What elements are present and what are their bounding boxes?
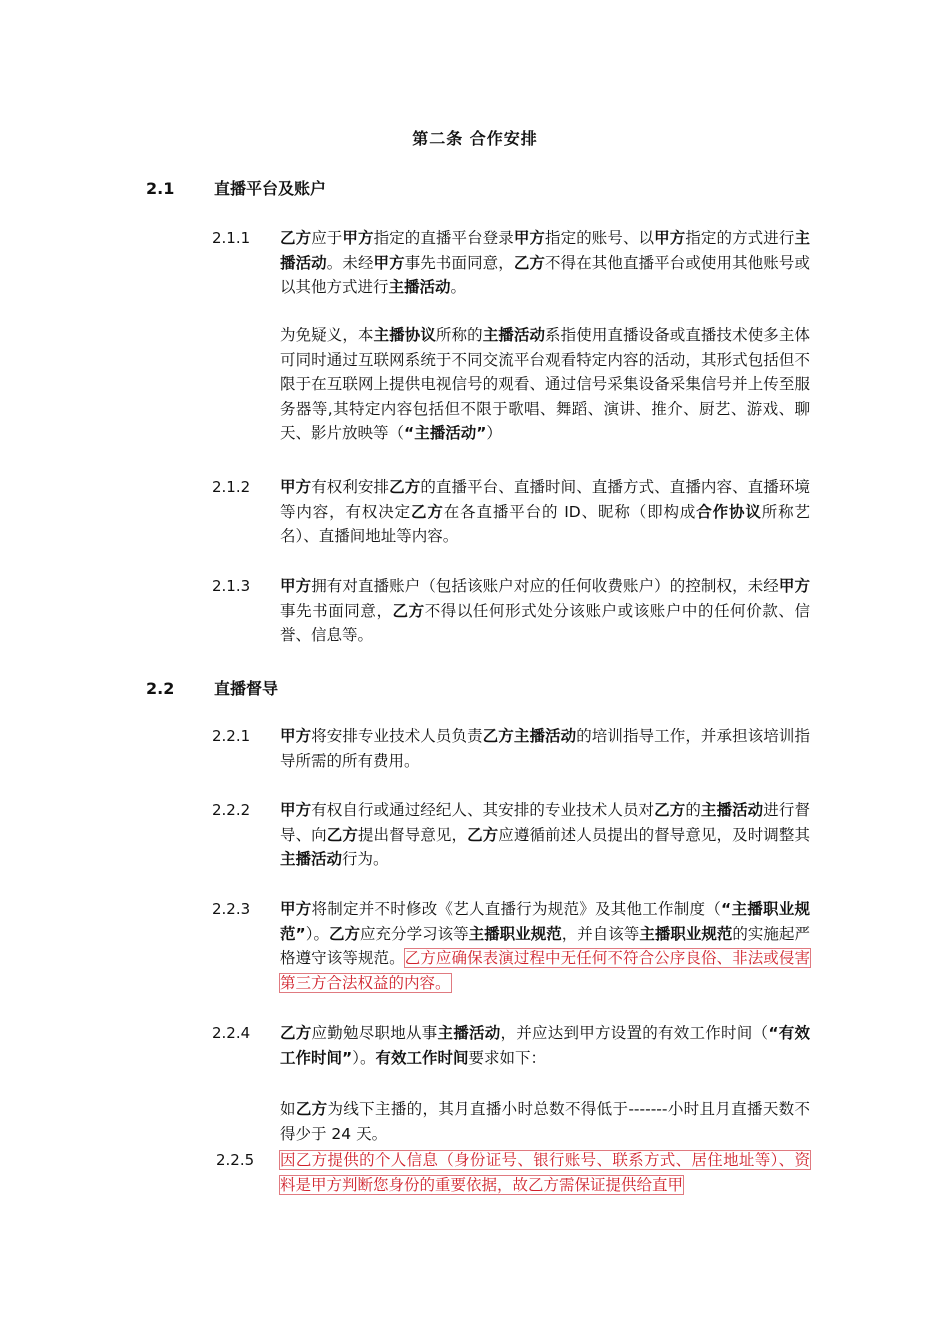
- defined-term: 主播活动: [280, 229, 810, 272]
- defined-term: 主播职业规范: [639, 924, 733, 943]
- text-run: 的: [685, 801, 701, 819]
- text-run: 有权自行或通过经纪人、其安排的专业技术人员对: [311, 801, 655, 819]
- clause-2-2-4-requirement: [280, 1097, 810, 1146]
- text-run: ，并自该等: [561, 924, 640, 943]
- defined-term: 甲方: [280, 900, 312, 918]
- text-run: 。未经: [326, 253, 374, 272]
- defined-term: 主播活动: [700, 801, 764, 819]
- section-heading-2-2: [146, 676, 278, 699]
- text-run: 应勤勉尽职地从事: [311, 1024, 438, 1042]
- text-run: 如: [280, 1100, 296, 1118]
- text-run: 事先书面同意，: [404, 253, 514, 272]
- defined-term: 有效工作时间: [375, 1048, 469, 1067]
- defined-term: 乙方主播活动: [482, 727, 577, 745]
- text-run: 为线下主播的，其月直播小时总数不得低于-------小时且月直播天数不得少于 24 天。: [280, 1100, 810, 1143]
- text-run: 指定的账号、以: [545, 229, 655, 247]
- text-run: 将制定并不时修改《艺人直播行为规范》及其他工作制度（: [311, 900, 722, 918]
- clause-2-1-3: [280, 574, 810, 648]
- section-number: 2.2: [146, 679, 175, 698]
- defined-term: 主播活动: [482, 326, 546, 344]
- section-title: 直播督导: [214, 679, 279, 698]
- text-run: ）。: [305, 924, 329, 943]
- clause-2-2-1: [280, 724, 810, 773]
- text-run: 事先书面同意，: [280, 601, 393, 620]
- text-run: 在各直播平台的 ID、昵称（即构成: [443, 502, 697, 521]
- clause-2-1-1: [280, 226, 810, 300]
- text-run: ）: [486, 424, 502, 442]
- highlighted-text: 乙方应确保表演过程中无任何不符合公序良俗、非法或侵害第三方合法权益的内容。: [280, 949, 810, 992]
- defined-term: 乙方: [392, 601, 425, 620]
- text-run: 进行督导、向: [280, 801, 810, 844]
- clause-2-2-5: [280, 1148, 810, 1197]
- defined-term: 甲方: [654, 229, 686, 247]
- defined-term: 甲方: [342, 229, 374, 247]
- defined-term: 甲方: [778, 577, 810, 595]
- defined-term: 主播协议: [373, 326, 436, 344]
- clause-number-2-1-2: 2.1.2: [212, 478, 251, 496]
- section-heading-2-1: [146, 176, 326, 199]
- clause-2-1-2: [280, 475, 810, 549]
- text-run: 的直播平台、直播时间、直播方式、直播内容、直播环境等内容，有权决定: [280, 478, 810, 521]
- clause-number-2-2-1: 2.2.1: [212, 727, 251, 745]
- text-run: 将安排专业技术人员负责: [311, 727, 483, 745]
- text-run: 不得在其他直播平台或使用其他账号或以其他方式进行: [280, 253, 810, 296]
- text-run: 所称的: [435, 326, 483, 344]
- defined-term: 乙方: [280, 229, 312, 247]
- clause-2-2-2: [280, 798, 810, 872]
- defined-term: 乙方: [411, 502, 444, 521]
- defined-term: 主播活动: [280, 850, 343, 868]
- text-run: 系指使用直播设备或直播技术使多主体可同时通过互联网系统于不同交流平台观看特定内容的活动，其形式包括但不限于在互联网上提供电视信号的观看、通过信号采集设备采集信号并上传至服务器等,其特定内容包括但不限于歌唱、舞蹈、演讲、推介、厨艺、游戏、聊天、影片放映等（: [280, 326, 810, 442]
- defined-term: “有效工作时间”: [280, 1024, 810, 1067]
- article-title: 第二条 合作安排: [412, 129, 538, 148]
- defined-term: “主播职业规范”: [280, 900, 810, 943]
- defined-term: “主播活动”: [404, 424, 487, 442]
- clause-2-2-3: [280, 897, 810, 995]
- clause-number-2-1-1: 2.1.1: [212, 229, 251, 247]
- defined-term: 乙方: [467, 825, 499, 844]
- clause-number-2-1-3: 2.1.3: [212, 577, 251, 595]
- defined-term: 主播职业规范: [468, 924, 562, 943]
- clause-number-2-2-2: 2.2.2: [212, 801, 251, 819]
- text-run: 应遵循前述人员提出的督导意见，及时调整其: [498, 825, 810, 844]
- clause-number-2-2-4: 2.2.4: [212, 1024, 251, 1042]
- defined-term: 乙方: [326, 825, 358, 844]
- text-run: 要求如下：: [468, 1048, 546, 1067]
- defined-term: 甲方: [373, 253, 405, 272]
- text-run: 行为。: [342, 850, 389, 868]
- text-run: ）。: [352, 1048, 376, 1067]
- defined-term: 甲方: [513, 229, 546, 247]
- defined-term: 乙方: [295, 1100, 328, 1118]
- text-run: 指定的直播平台登录: [373, 229, 514, 247]
- defined-term: 乙方: [329, 924, 361, 943]
- text-run: 不得以任何形式处分该账户或该账户中的任何价款、信誉、信息等。: [280, 601, 810, 644]
- text-run: 为免疑义，本: [280, 326, 374, 344]
- defined-term: 主播活动: [437, 1024, 501, 1042]
- clause-number-2-2-5: 2.2.5: [216, 1151, 255, 1169]
- text-run: 。: [450, 278, 467, 296]
- defined-term: 乙方: [654, 801, 686, 819]
- text-run: 的培训指导工作，并承担该培训指导所需的所有费用。: [280, 727, 810, 770]
- defined-term: 甲方: [280, 801, 312, 819]
- text-run: 提出督导意见，: [357, 825, 468, 844]
- defined-term: 乙方: [280, 1024, 312, 1042]
- text-run: 应于: [311, 229, 343, 247]
- text-run: 所称艺名）、直播间地址等内容。: [280, 502, 810, 545]
- defined-term: 主播活动: [388, 278, 451, 296]
- defined-term: 甲方: [280, 577, 312, 595]
- text-run: 的实施起严格遵守该等规范。: [280, 924, 810, 967]
- text-run: 指定的方式进行: [685, 229, 795, 247]
- defined-term: 合作协议: [696, 502, 762, 521]
- clause-number-2-2-3: 2.2.3: [212, 900, 251, 918]
- clause-2-1-1-definition: [280, 323, 810, 446]
- text-run: 应充分学习该等: [360, 924, 469, 943]
- defined-term: 乙方: [513, 253, 546, 272]
- text-run: 拥有对直播账户（包括该账户对应的任何收费账户）的控制权，未经: [311, 577, 779, 595]
- highlighted-text: 因乙方提供的个人信息（身份证号、银行账号、联系方式、居住地址等）、资料是甲方判断您身份的重要依据，故乙方需保证提供给直甲: [280, 1151, 810, 1194]
- section-title: 直播平台及账户: [214, 179, 327, 198]
- section-number: 2.1: [146, 179, 175, 198]
- defined-term: 甲方: [280, 478, 312, 496]
- text-run: ，并应达到甲方设置的有效工作时间（: [500, 1024, 769, 1042]
- text-run: 有权利安排: [311, 478, 390, 496]
- clause-2-2-4: [280, 1021, 810, 1070]
- defined-term: 乙方: [389, 478, 421, 496]
- defined-term: 甲方: [280, 727, 312, 745]
